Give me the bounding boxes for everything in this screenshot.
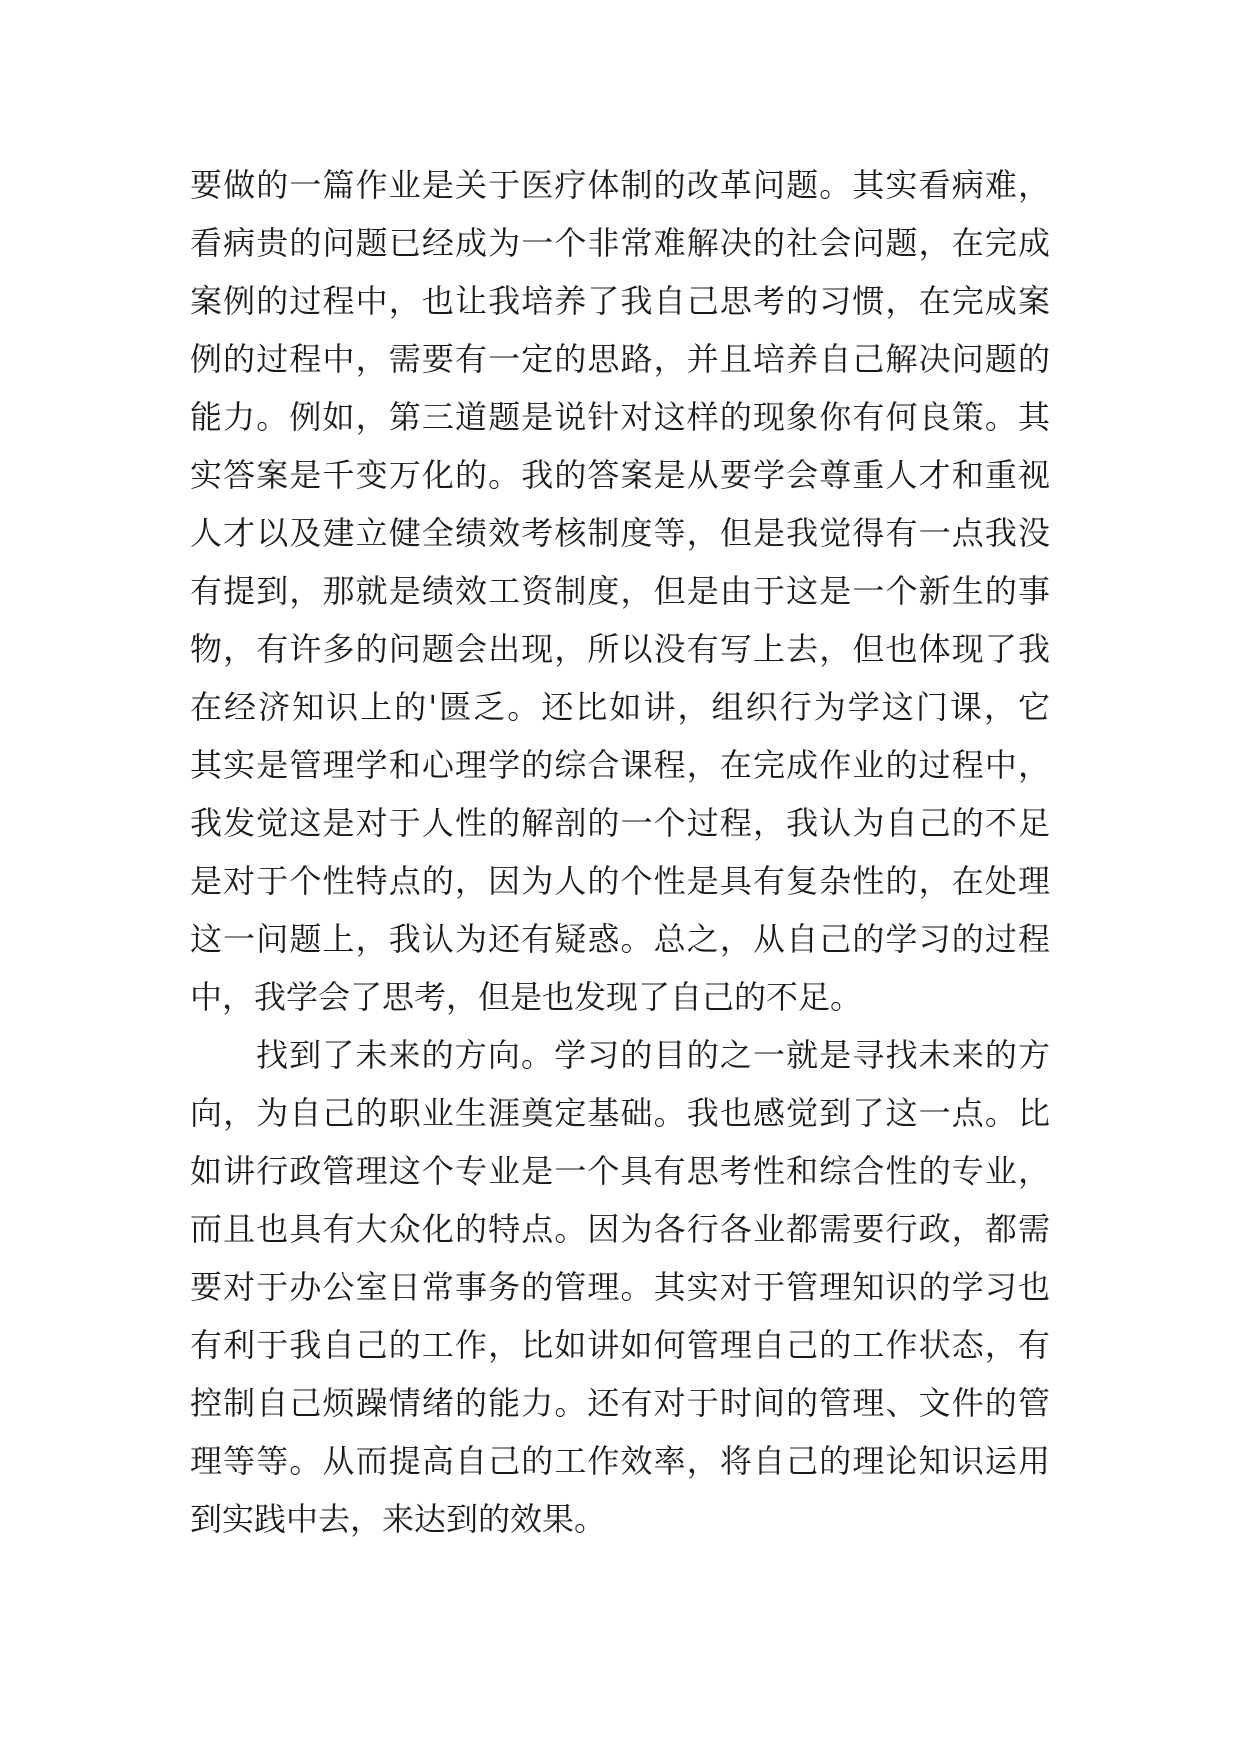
text-line: 中，我学会了思考，但是也发现了自己的不足。: [190, 978, 863, 1016]
text-line: 有提到，那就是绩效工资制度，但是由于这是一个新生的事: [190, 572, 1050, 610]
text-line: 例的过程中，需要有一定的思路，并且培养自己解决问题的: [190, 340, 1050, 378]
text-line: 在经济知识上的'匮乏。还比如讲，组织行为学这门课，它: [190, 688, 1050, 726]
text-line: 要对于办公室日常事务的管理。其实对于管理知识的学习也: [190, 1268, 1050, 1306]
text-line: 有利于我自己的工作，比如讲如何管理自己的工作状态，有: [190, 1326, 1050, 1364]
text-line: 向，为自己的职业生涯奠定基础。我也感觉到了这一点。比: [190, 1094, 1050, 1132]
text-line: 要做的一篇作业是关于医疗体制的改革问题。其实看病难，: [190, 166, 1050, 204]
text-line: 物，有许多的问题会出现，所以没有写上去，但也体现了我: [190, 630, 1050, 668]
text-line: 这一问题上，我认为还有疑惑。总之，从自己的学习的过程: [190, 920, 1050, 958]
text-line: 其实是管理学和心理学的综合课程，在完成作业的过程中，: [190, 746, 1050, 784]
text-line: 如讲行政管理这个专业是一个具有思考性和综合性的专业，: [190, 1152, 1050, 1190]
text-line: 理等等。从而提高自己的工作效率，将自己的理论知识运用: [190, 1442, 1050, 1480]
text-line: 到实践中去，来达到的效果。: [190, 1500, 607, 1538]
text-line: 控制自己烦躁情绪的能力。还有对于时间的管理、文件的管: [190, 1384, 1050, 1422]
text-line: 人才以及建立健全绩效考核制度等，但是我觉得有一点我没: [190, 514, 1050, 552]
text-line: 能力。例如，第三道题是说针对这样的现象你有何良策。其: [190, 398, 1050, 436]
text-line: 是对于个性特点的，因为人的个性是具有复杂性的，在处理: [190, 862, 1050, 900]
paragraph-first-line: 找到了未来的方向。学习的目的之一就是寻找未来的方: [256, 1036, 1050, 1074]
text-line: 实答案是千变万化的。我的答案是从要学会尊重人才和重视: [190, 456, 1050, 494]
text-line: 看病贵的问题已经成为一个非常难解决的社会问题，在完成: [190, 224, 1050, 262]
text-line: 而且也具有大众化的特点。因为各行各业都需要行政，都需: [190, 1210, 1050, 1248]
text-line: 我发觉这是对于人性的解剖的一个过程，我认为自己的不足: [190, 804, 1050, 842]
document-body: [190, 156, 1050, 1548]
text-line: 案例的过程中，也让我培养了我自己思考的习惯，在完成案: [190, 282, 1050, 320]
